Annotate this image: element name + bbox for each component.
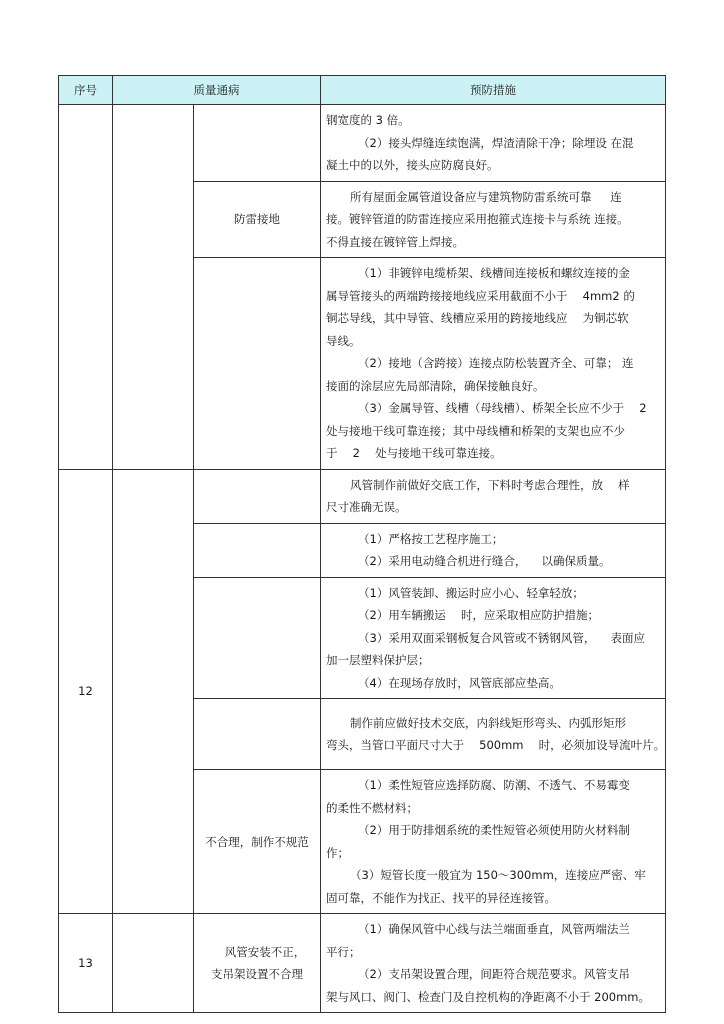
measure-line: 制作前应做好技术交底，内斜线矩形弯头、内弧形矩形 (350, 715, 626, 730)
measure-line: （3）采用双面采钢板复合风管或不锈钢风管， 表面应 (358, 630, 645, 645)
measure-line: 凝土中的以外，接头应防腐良好。 (326, 158, 499, 172)
measure-line: 作； (326, 845, 349, 860)
issue-subject-cell (194, 469, 321, 523)
measure-line: 尺寸准确无误。 (326, 500, 407, 514)
measure-line: （2）支吊架设置合理，间距符合规范要求。风管支吊 (358, 967, 630, 981)
measures-cell (321, 105, 666, 182)
measures-cell (321, 577, 666, 699)
measure-line: 弯头，当管口平面尺寸大于 500mm 时，必须加设导流叶片。 (326, 738, 666, 752)
measure-line: （4）在现场存放时，风管底部应垫高。 (358, 675, 561, 690)
measure-line: （3）短管长度一般宜为 150～300mm，连接应严密、牢 (350, 868, 646, 882)
measures-cell (321, 699, 666, 770)
table-row (59, 105, 666, 182)
category-cell (113, 469, 194, 914)
measures-cell (321, 770, 666, 914)
serial-no-cell: 13 (59, 914, 113, 1013)
issue-subject-cell: 风管安装不正， 支吊架设置不合理 (194, 914, 321, 1013)
header-quality-issue: 质量通病 (113, 76, 321, 105)
measure-line: 不得直接在镀锌管上焊接。 (326, 234, 464, 249)
measure-line: （1）风管装卸、搬运时应小心、轻拿轻放； (358, 585, 584, 600)
measure-line: （2）用于防排烟系统的柔性短管必须使用防火材料制 (358, 823, 630, 837)
serial-no-cell: 12 (59, 469, 113, 914)
issue-subject-cell (194, 258, 321, 470)
measure-line: （1）柔性短管应选择防腐、防潮、不透气、不易霉变 (358, 778, 630, 792)
measures-cell (321, 181, 666, 258)
measure-line: 风管制作前做好交底工作，下料时考虑合理性，放 样 (350, 477, 630, 492)
serial-no-cell (59, 105, 113, 470)
measure-line: 处与接地干线可靠连接；其中母线槽和桥架的支架也应不少 (326, 423, 625, 438)
measure-line: 平行； (326, 944, 361, 959)
measure-line: 加一层塑料保护层； (326, 653, 430, 667)
measure-line: 接。镀锌管道的防雷连接应采用抱箍式连接卡与系统 连接。 (326, 212, 629, 226)
table-row (59, 469, 666, 523)
issue-subject-cell (194, 105, 321, 182)
category-cell (113, 914, 194, 1013)
issue-subject-cell: 不合理，制作不规范 (194, 770, 321, 914)
header-serial-no: 序号 (59, 76, 113, 105)
measures-cell (321, 258, 666, 470)
issue-subject-cell (194, 577, 321, 699)
measure-line: （3）金属导管、线槽（母线槽）、桥架全长应不少于 2 (358, 401, 647, 415)
issue-subject-cell: 防雷接地 (194, 181, 321, 258)
measure-line: （1）确保风管中心线与法兰端面垂直，风管两端法兰 (358, 922, 630, 936)
measures-cell (321, 914, 666, 1013)
category-cell (113, 105, 194, 470)
measure-line: 固可靠，不能作为找正、找平的异径连接管。 (326, 890, 556, 905)
measure-line: 架与风口、阀门、检查门及自控机构的净距离不小于 200mm。 (326, 989, 651, 1004)
measure-line: 接面的涂层应先局部清除，确保接触良好。 (326, 378, 545, 393)
measure-line: （1）非镀锌电缆桥架、线槽间连接板和螺纹连接的金 (358, 266, 630, 280)
header-prevention-measures: 预防措施 (321, 76, 666, 105)
measure-line: 导线。 (326, 333, 361, 348)
measure-line: 属导管接头的两端跨接接地线应采用截面不小于 4mm2 的 (326, 288, 635, 303)
measure-line: （2）用车辆搬运 时，应采取相应防护措施； (358, 608, 599, 622)
table-row (59, 914, 666, 1013)
table-header-row (59, 76, 666, 105)
measure-line: （2）接地（含跨接）连接点防松装置齐全、可靠； 连 (358, 356, 634, 370)
measure-line: （2）采用电动缝合机进行缝合， 以确保质量。 (358, 554, 611, 568)
measure-line: 铜芯导线，其中导管、线槽应采用的跨接地线应 为铜芯软 (326, 311, 629, 325)
issue-subject-cell (194, 523, 321, 577)
measure-line: 于 2 处与接地干线可靠连接。 (326, 446, 502, 460)
measure-line: 钢宽度的 3 倍。 (326, 113, 410, 127)
issue-subject-cell (194, 699, 321, 770)
measure-line: 的柔性不燃材料； (326, 800, 418, 815)
measure-line: （1）严格按工艺程序施工； (358, 531, 504, 546)
measure-line: （2）接头焊缝连续饱满，焊渣清除干净；除埋设 在混 (358, 135, 634, 150)
measures-cell (321, 469, 666, 523)
measure-line: 所有屋面金属管道设备应与建筑物防雷系统可靠 连 (350, 189, 622, 204)
quality-table (58, 75, 666, 1013)
measures-cell (321, 523, 666, 577)
